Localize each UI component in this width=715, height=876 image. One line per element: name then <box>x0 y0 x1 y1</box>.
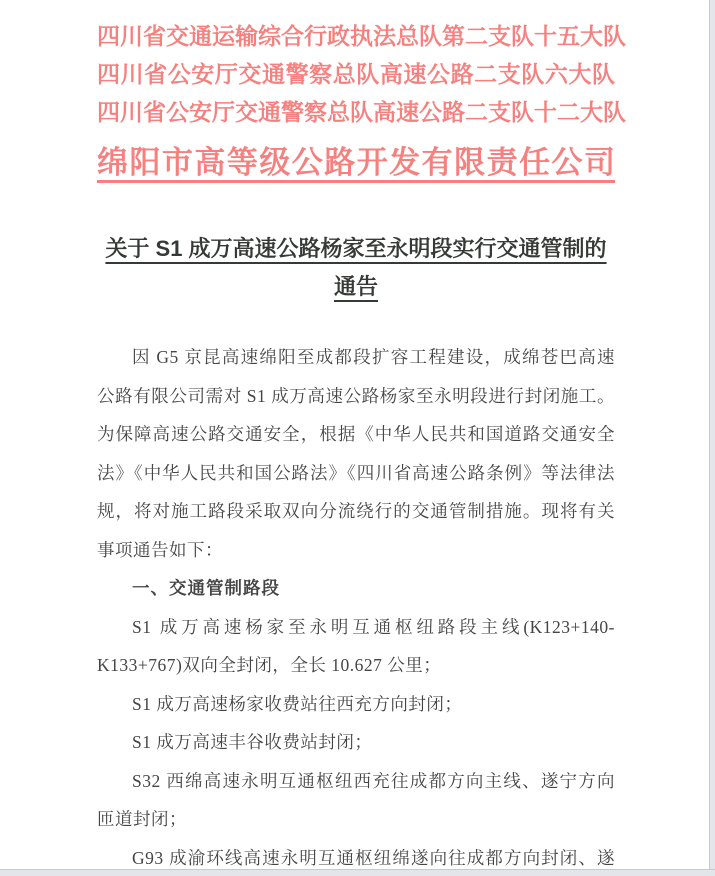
issuer-line-3: 四川省公安厅交通警察总队高速公路二支队十二大队 <box>97 99 626 125</box>
document-content <box>97 0 626 876</box>
body-line: 法》《中华人民共和国公路法》《四川省高速公路条例》等法律法 <box>97 462 615 483</box>
issuer-line-2: 四川省公安厅交通警察总队高速公路二支队六大队 <box>97 61 615 87</box>
body-line: K133+767)双向全封闭，全长 10.627 公里； <box>97 655 442 675</box>
letterhead <box>97 17 626 186</box>
body-line: G93 成渝环线高速永明互通枢纽绵遂向往成都方向封闭、遂 <box>132 847 615 868</box>
body-line: S1 成万高速丰谷收费站封闭； <box>132 732 373 752</box>
scan-edge-bottom <box>0 869 715 876</box>
notice-body <box>97 338 615 876</box>
body-line: 因 G5 京昆高速绵阳至成都段扩容工程建设，成绵苍巴高速 <box>132 347 615 367</box>
company-name: 绵阳市高等级公路开发有限责任公司 <box>97 145 615 180</box>
body-line: S1 成万高速杨家收费站往西充方向封闭； <box>132 693 463 714</box>
section-heading: 一、交通管制路段 <box>132 578 280 598</box>
body-line: 公路有限公司需对 S1 成万高速公路杨家至永明段进行封闭施工。 <box>97 385 615 406</box>
notice-title-line2: 通告 <box>333 274 378 299</box>
notice-title-line1: 关于 S1 成万高速公路杨家至永明段实行交通管制的 <box>105 236 607 261</box>
body-line: 匝道封闭； <box>97 809 187 829</box>
body-line: 事项通告如下： <box>97 539 223 560</box>
body-line: S32 西绵高速永明互通枢纽西充往成都方向主线、遂宁方向 <box>132 770 615 791</box>
body-line: 规，将对施工路段采取双向分流绕行的交通管制措施。现将有关 <box>97 501 615 521</box>
notice-title <box>97 230 615 306</box>
issuer-line-1: 四川省交通运输综合行政执法总队第二支队十五大队 <box>97 23 626 49</box>
scan-edge-right <box>709 0 715 876</box>
body-line: 为保障高速公路交通安全，根据《中华人民共和国道路交通安全 <box>97 424 615 444</box>
body-line: S1 成万高速杨家至永明互通枢纽路段主线(K123+140- <box>132 616 615 637</box>
